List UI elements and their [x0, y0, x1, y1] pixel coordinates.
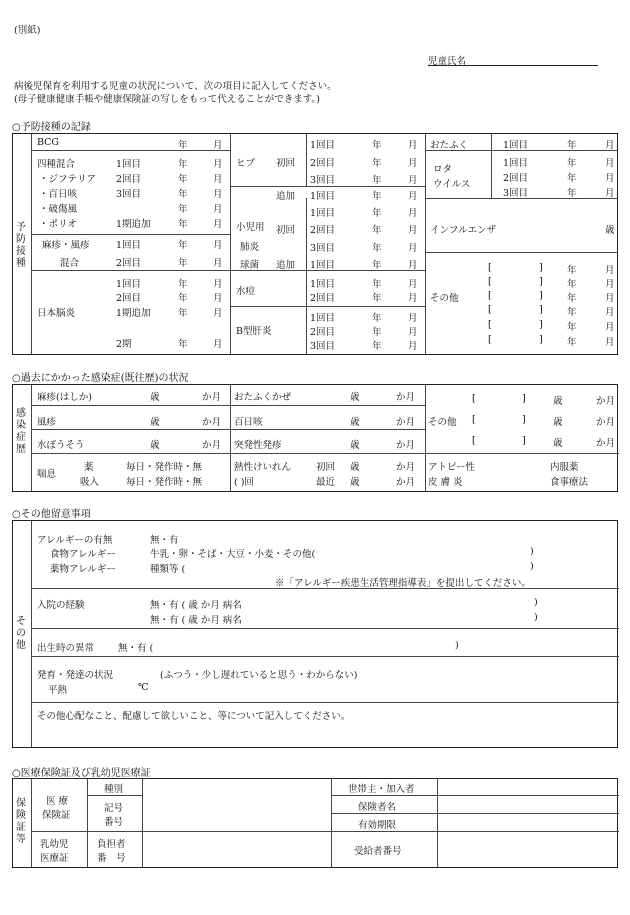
infection-table	[12, 384, 618, 492]
month-label: 月	[408, 341, 418, 352]
febrile-times-label: ( )回	[234, 477, 254, 488]
months-label: か月	[396, 417, 416, 428]
month-label: 月	[213, 174, 223, 185]
year-label: 年	[372, 140, 382, 151]
year-label: 年	[178, 140, 188, 151]
allergy-note: ※「アレルギー疾患生活管理指導表」を提出してください。	[275, 578, 531, 589]
bracket-left: [	[488, 319, 492, 330]
year-label: 年	[178, 339, 188, 350]
bracket-left: [	[488, 334, 492, 345]
rota-dose-1: 1回目	[503, 158, 529, 169]
attachment-label: (別紙)	[14, 25, 41, 36]
mr-label-line1: 麻疹・風疹	[42, 240, 90, 251]
months-label: か月	[396, 477, 416, 488]
close-paren: )	[455, 640, 459, 651]
month-label: 月	[213, 204, 223, 215]
pneumo-dose-3: 3回目	[310, 243, 336, 254]
quad-booster: 1期追加	[116, 219, 151, 230]
hepb-dose-2: 2回目	[310, 327, 336, 338]
hib-label: ヒブ	[236, 158, 256, 169]
influenza-label: インフルエンザ	[430, 225, 497, 236]
birth-options[interactable]: 無・有 (	[118, 643, 154, 654]
mumps-vax-label: おたふく	[430, 140, 469, 151]
age-label: 歳	[350, 417, 360, 428]
age-label: 歳	[553, 417, 563, 428]
bracket-left: [	[488, 290, 492, 301]
month-label: 月	[408, 243, 418, 254]
year-label: 年	[372, 327, 382, 338]
asthma-drug-options: 毎日・発作時・無	[126, 462, 203, 473]
ins-card-line1: 医 療	[46, 796, 69, 807]
asthma-drug-label: 薬	[84, 462, 94, 473]
insurance-side-label: 保険証等	[16, 798, 26, 845]
mumps-vax-dose: 1回目	[503, 140, 529, 151]
drug-allergy-label: 薬物アレルギー	[50, 564, 116, 575]
intro-line-2: (母子健康健康手帳や健康保険証の写しをもって代えることができます。)	[14, 94, 320, 105]
chickenpox-label: 水ぼうそう	[37, 440, 85, 451]
month-label: 月	[605, 140, 615, 151]
month-label: 月	[605, 173, 615, 184]
month-label: 月	[408, 191, 418, 202]
month-label: 月	[605, 307, 615, 318]
month-label: 月	[408, 327, 418, 338]
insurance-section-title: ○医療保険証及び乳幼児医療証	[12, 768, 151, 779]
months-label: か月	[396, 440, 416, 451]
asthma-inhale-options: 毎日・発作時・無	[126, 477, 203, 488]
food-allergy-options[interactable]: 牛乳・卵・そば・大豆・小麦・その他(	[150, 549, 316, 560]
age-label: 歳	[350, 477, 360, 488]
year-label: 年	[372, 313, 382, 324]
child-name-field[interactable]	[428, 65, 598, 66]
year-label: 年	[372, 208, 382, 219]
year-label: 年	[178, 308, 188, 319]
months-label: か月	[596, 417, 616, 428]
ins-card-line2: 保険証	[42, 810, 71, 821]
quad-item: ・ジフテリア	[39, 174, 97, 185]
hepb-dose-1: 1回目	[310, 313, 336, 324]
varicella-label: 水痘	[236, 286, 256, 297]
vax-other-label: その他	[430, 293, 459, 304]
month-label: 月	[213, 140, 223, 151]
infection-other-label: その他	[428, 417, 457, 428]
year-label: 年	[567, 188, 577, 199]
month-label: 月	[213, 308, 223, 319]
dermatitis-label: 皮 膚 炎	[428, 477, 463, 488]
quad-dose-1: 1回目	[116, 159, 142, 170]
age-label: 歳	[350, 462, 360, 473]
intro-line-1: 病後児保育を利用する児童の状況について、次の項目に記入してください。	[14, 81, 337, 92]
pneumo-dose-1: 1回目	[310, 208, 336, 219]
month-label: 月	[213, 159, 223, 170]
year-label: 年	[178, 159, 188, 170]
months-label: か月	[596, 438, 616, 449]
infant-cert-line2: 医療証	[40, 853, 69, 864]
month-label: 月	[213, 258, 223, 269]
notes-side-label: その他	[16, 616, 26, 651]
age-label: 歳	[150, 392, 160, 403]
je-dose-1: 1回目	[116, 279, 142, 290]
atopic-label: アトピー性	[428, 462, 476, 473]
months-label: か月	[396, 462, 416, 473]
asthma-inhale-label: 吸入	[80, 477, 100, 488]
quad-item: ・破傷風	[39, 204, 78, 215]
mr-dose-2: 2回目	[116, 258, 142, 269]
year-label: 年	[567, 322, 577, 333]
month-label: 月	[605, 279, 615, 290]
age-label: 歳	[150, 440, 160, 451]
close-paren: )	[530, 546, 534, 557]
year-label: 年	[178, 174, 188, 185]
bracket-right: ]	[522, 393, 526, 404]
month-label: 月	[408, 175, 418, 186]
pneumo-label-line3: 球菌	[240, 260, 260, 271]
month-label: 月	[213, 219, 223, 230]
month-label: 月	[605, 158, 615, 169]
quad-dose-2: 2回目	[116, 174, 142, 185]
quad-title: 四種混合	[37, 159, 76, 170]
bracket-right: ]	[539, 304, 543, 315]
pneumo-booster-dose: 1回目	[310, 260, 336, 271]
month-label: 月	[408, 293, 418, 304]
hosp-line-2[interactable]: 無・有 ( 歳 か月 病名	[150, 615, 242, 626]
year-label: 年	[178, 240, 188, 251]
year-label: 年	[372, 175, 382, 186]
month-label: 月	[408, 140, 418, 151]
infant-cert-line1: 乳幼児	[40, 839, 69, 850]
year-label: 年	[178, 279, 188, 290]
type-label: 種別	[104, 784, 124, 795]
drug-allergy-options[interactable]: 種類等 (	[150, 564, 186, 575]
recipient-no-label: 受給者番号	[354, 846, 402, 857]
bracket-left: [	[472, 435, 476, 446]
year-label: 年	[567, 293, 577, 304]
rota-label-line1: ロタ	[433, 164, 453, 175]
food-allergy-label: 食物アレルギー	[50, 549, 116, 560]
child-name-label: 児童氏名	[428, 56, 467, 67]
allergy-label: アレルギーの有無	[37, 535, 113, 546]
year-label: 年	[178, 189, 188, 200]
febrile-first-label: 初回	[316, 462, 336, 473]
hib-initial: 初回	[276, 158, 296, 169]
je-dose-2: 2回目	[116, 293, 142, 304]
hib-dose-2: 2回目	[310, 158, 336, 169]
pneumo-booster: 追加	[276, 260, 296, 271]
months-label: か月	[202, 440, 222, 451]
hosp-line-1[interactable]: 無・有 ( 歳 か月 病名	[150, 600, 242, 611]
mr-label-line2: 混合	[60, 258, 80, 269]
year-label: 年	[178, 204, 188, 215]
bracket-right: ]	[539, 262, 543, 273]
month-label: 月	[605, 188, 615, 199]
year-label: 年	[372, 191, 382, 202]
month-label: 月	[605, 293, 615, 304]
year-label: 年	[567, 158, 577, 169]
month-label: 月	[213, 240, 223, 251]
bracket-right: ]	[539, 334, 543, 345]
hib-dose-3: 3回目	[310, 175, 336, 186]
year-label: 年	[567, 279, 577, 290]
temp-label: 平熱	[48, 685, 68, 696]
months-label: か月	[596, 396, 616, 407]
hib-booster: 追加	[276, 191, 296, 202]
validity-label: 有効期限	[358, 820, 397, 831]
age-label: 歳	[350, 440, 360, 451]
insurer-name-label: 保険者名	[358, 802, 397, 813]
rota-label-line2: ウイルス	[433, 179, 471, 190]
other-concern-label: その他心配なこと、配慮して欲しいこと、等について記入してください。	[37, 711, 351, 722]
age-label: 歳	[150, 417, 160, 428]
temp-unit: ℃	[138, 682, 149, 693]
rubella-label: 風疹	[37, 417, 57, 428]
hepb-label: B型肝炎	[236, 326, 272, 337]
bracket-right: ]	[539, 290, 543, 301]
month-label: 月	[408, 313, 418, 324]
year-label: 年	[372, 225, 382, 236]
pneumo-initial: 初回	[276, 225, 296, 236]
year-label: 年	[567, 307, 577, 318]
year-label: 年	[372, 293, 382, 304]
month-label: 月	[605, 265, 615, 276]
payer-no-line1: 負担者	[97, 839, 126, 850]
month-label: 月	[213, 293, 223, 304]
year-label: 年	[567, 173, 577, 184]
mr-dose-1: 1回目	[116, 240, 142, 251]
roseola-label: 突発性発疹	[234, 440, 282, 451]
hib-dose-1: 1回目	[310, 140, 336, 151]
rota-dose-3: 3回目	[503, 188, 529, 199]
bracket-right: ]	[522, 414, 526, 425]
hib-booster-dose: 1回目	[310, 191, 336, 202]
bracket-left: [	[488, 276, 492, 287]
month-label: 月	[213, 189, 223, 200]
infection-section-title: ○過去にかかった感染症(既往歴)の状況	[12, 373, 189, 384]
months-label: か月	[202, 392, 222, 403]
bracket-left: [	[472, 414, 476, 425]
varicella-dose-1: 1回目	[310, 279, 336, 290]
je-label: 日本脳炎	[37, 308, 76, 319]
close-paren: )	[534, 597, 538, 608]
year-label: 年	[567, 337, 577, 348]
year-label: 年	[372, 243, 382, 254]
age-label: 歳	[553, 396, 563, 407]
bracket-right: ]	[522, 435, 526, 446]
year-label: 年	[372, 158, 382, 169]
bracket-left: [	[488, 304, 492, 315]
month-label: 月	[213, 279, 223, 290]
year-label: 年	[372, 260, 382, 271]
quad-item: ・百日咳	[39, 189, 78, 200]
pertussis-label: 百日咳	[234, 417, 263, 428]
bracket-left: [	[472, 393, 476, 404]
dev-label: 発育・発達の状況	[37, 670, 114, 681]
year-label: 年	[567, 265, 577, 276]
dev-options[interactable]: (ふつう・少し遅れていると思う・わからない)	[160, 670, 358, 681]
je-booster: 1期追加	[116, 308, 151, 319]
payer-no-line2: 番 号	[97, 853, 126, 864]
bracket-right: ]	[539, 276, 543, 287]
hosp-label: 入院の経験	[37, 600, 85, 611]
bcg-label: BCG	[37, 137, 60, 148]
asthma-label: 喘息	[37, 469, 57, 480]
febrile-seizure-label: 熱性けいれん	[234, 462, 292, 473]
vaccination-side-label: 予防接種	[16, 222, 26, 269]
bracket-left: [	[488, 262, 492, 273]
year-label: 年	[372, 279, 382, 290]
notes-section-title: ○その他留意事項	[12, 509, 91, 520]
pneumo-dose-2: 2回目	[310, 225, 336, 236]
year-label: 年	[567, 140, 577, 151]
month-label: 月	[605, 337, 615, 348]
month-label: 月	[408, 260, 418, 271]
months-label: か月	[202, 417, 222, 428]
quad-dose-3: 3回目	[116, 189, 142, 200]
year-label: 年	[372, 341, 382, 352]
month-label: 月	[408, 225, 418, 236]
code-label-line2: 番号	[104, 817, 124, 828]
je-phase-2: 2期	[116, 339, 132, 350]
oral-med-label: 内服薬	[550, 462, 579, 473]
householder-label: 世帯主・加入者	[348, 784, 415, 795]
month-label: 月	[408, 158, 418, 169]
diet-therapy-label: 食事療法	[550, 477, 589, 488]
month-label: 月	[408, 208, 418, 219]
febrile-recent-label: 最近	[316, 477, 336, 488]
pneumo-label-line1: 小児用	[236, 222, 265, 233]
varicella-dose-2: 2回目	[310, 293, 336, 304]
influenza-age: 歳	[605, 225, 615, 236]
measles-label: 麻疹(はしか)	[37, 392, 92, 403]
pneumo-label-line2: 肺炎	[240, 242, 260, 253]
year-label: 年	[178, 219, 188, 230]
rota-dose-2: 2回目	[503, 173, 529, 184]
close-paren: )	[530, 561, 534, 572]
year-label: 年	[178, 293, 188, 304]
age-label: 歳	[350, 392, 360, 403]
year-label: 年	[178, 258, 188, 269]
allergy-options[interactable]: 無・有	[150, 535, 179, 546]
month-label: 月	[213, 339, 223, 350]
vaccination-section-title: ○予防接種の記録	[12, 122, 91, 133]
close-paren: )	[534, 612, 538, 623]
birth-label: 出生時の異常	[37, 643, 95, 654]
mumps-history-label: おたふくかぜ	[234, 392, 292, 403]
quad-item: ・ポリオ	[39, 219, 77, 230]
code-label-line1: 記号	[104, 803, 124, 814]
months-label: か月	[396, 392, 416, 403]
bracket-right: ]	[539, 319, 543, 330]
month-label: 月	[605, 322, 615, 333]
month-label: 月	[408, 279, 418, 290]
hepb-dose-3: 3回目	[310, 341, 336, 352]
age-label: 歳	[553, 438, 563, 449]
infection-side-label: 感染症歴	[16, 408, 26, 455]
